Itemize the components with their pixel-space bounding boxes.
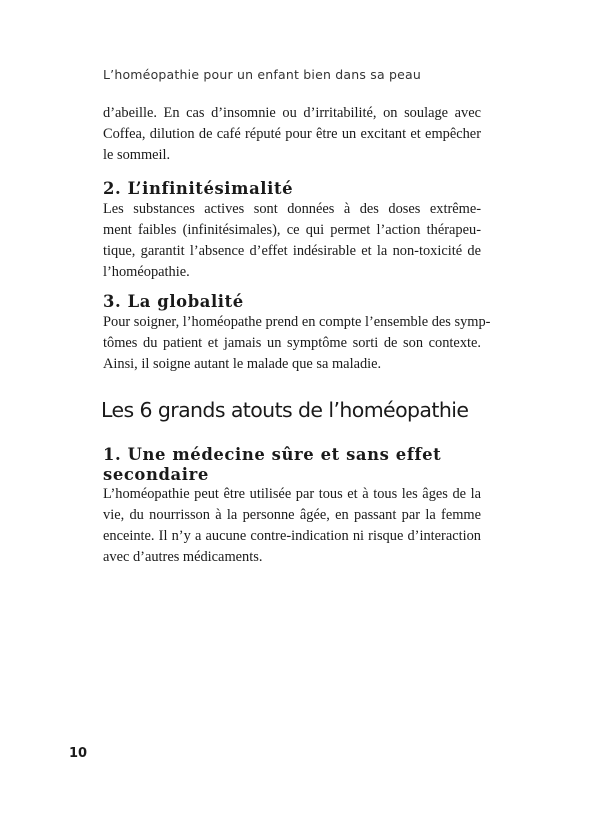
paragraph-line: Ainsi, il soigne autant le malade que sa maladie. bbox=[103, 356, 382, 372]
paragraph-line: tique, garantit l’absence d’effet indésirable et la non-toxicité de bbox=[103, 243, 481, 259]
paragraph-line: L’homéopathie peut être utilisée par tous et à tous les âges de la bbox=[103, 486, 481, 502]
section-heading-globalite: 3. La globalité bbox=[103, 292, 244, 311]
paragraph-line: enceinte. Il n’y a aucune contre-indication ni risque d’interaction bbox=[103, 528, 481, 544]
paragraph-line: Les substances actives sont données à des doses extrême- bbox=[103, 201, 481, 217]
paragraph-line: Coffea, dilution de café réputé pour être un excitant et empêcher bbox=[103, 126, 481, 142]
paragraph-line: Pour soigner, l’homéopathe prend en compte l’ensemble des symp- bbox=[103, 314, 491, 330]
running-header: L’homéopathie pour un enfant bien dans sa peau bbox=[103, 67, 422, 82]
paragraph-medecine-sure bbox=[103, 484, 481, 568]
page-number: 10 bbox=[69, 746, 88, 761]
paragraph-line: vie, du nourrisson à la personne âgée, en passant par la femme bbox=[103, 507, 481, 523]
paragraph-line: d’abeille. En cas d’insomnie ou d’irritabilité, on soulage avec bbox=[103, 105, 481, 121]
paragraph-line: ment faibles (infinitésimales), ce qui permet l’action thérapeu- bbox=[103, 222, 481, 238]
paragraph-line: le sommeil. bbox=[103, 147, 171, 163]
section-heading-medecine-sure-line1: 1. Une médecine sûre et sans effet bbox=[103, 445, 442, 464]
section-heading-infinitesimalite: 2. L’infinitésimalité bbox=[103, 179, 294, 198]
chapter-heading: Les 6 grands atouts de l’homéopathie bbox=[101, 398, 469, 422]
paragraph-infinitesimalite bbox=[103, 199, 481, 283]
paragraph-line: l’homéopathie. bbox=[103, 264, 190, 280]
intro-paragraph bbox=[103, 103, 481, 166]
paragraph-globalite bbox=[103, 312, 491, 375]
section-heading-medecine-sure-line2: secondaire bbox=[103, 465, 209, 484]
paragraph-line: avec d’autres médicaments. bbox=[103, 549, 263, 565]
paragraph-line: tômes du patient et jamais un symptôme sorti de son contexte. bbox=[103, 335, 481, 351]
